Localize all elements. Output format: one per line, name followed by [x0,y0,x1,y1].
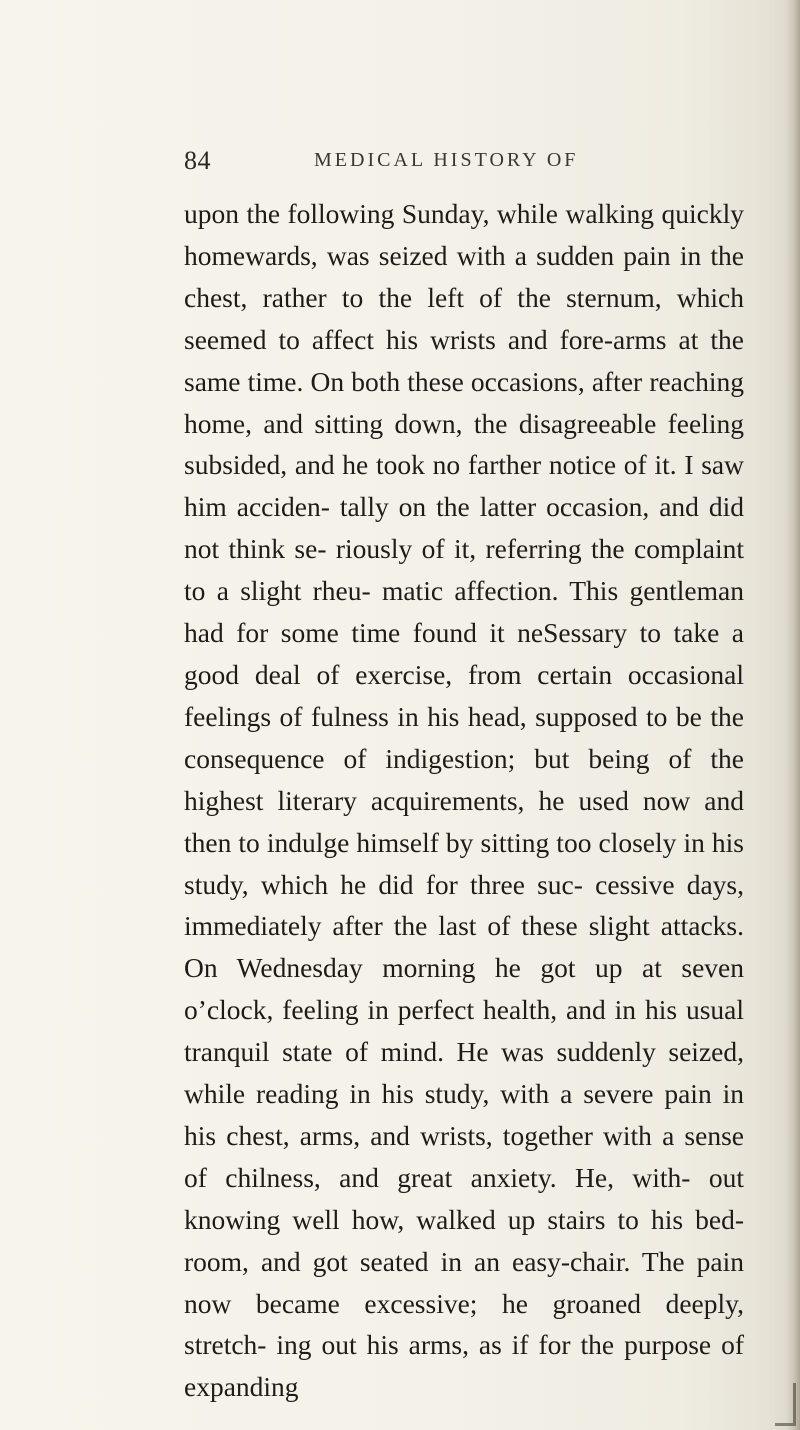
page-number: 84 [184,146,211,175]
page-header [184,146,714,176]
running-head: MEDICAL HISTORY OF [314,149,579,171]
binding-corner-mark [775,1383,796,1426]
page-edge-shadow [786,0,800,1430]
body-paragraph: upon the following Sunday, while walking quickly homewards, was seized with a sudden pain in the chest, rather to the left of the sternum, which seemed to affect his wrists and fore-arms at the same time. On both these occasions, after reaching home, and sitting down, the disagreeable feeling subsided, and he took no farther notice of it. I saw him acciden- tally on the latter occasion, and did not think se- riously of it, referring the complaint to a slight rheu- matic affection. This gentleman had for some time found it neSessary to take a good deal of exercise, from certain occasional feelings of fulness in his head, supposed to be the consequence of indigestion; but being of the highest literary acquirements, he used now and then to indulge himself by sitting too closely in his study, which he did for three suc- cessive days, immediately after the last of these slight attacks. On Wednesday morning he got up at seven o’clock, feeling in perfect health, and in his usual tranquil state of mind. He was suddenly seized, while reading in his study, with a severe pain in his chest, arms, and wrists, together with a sense of chilness, and great anxiety. He, with- out knowing well how, walked up stairs to his bed- room, and got seated in an easy-chair. The pain now became excessive; he groaned deeply, stretch- ing out his arms, as if for the purpose of expanding [184,198,744,1403]
